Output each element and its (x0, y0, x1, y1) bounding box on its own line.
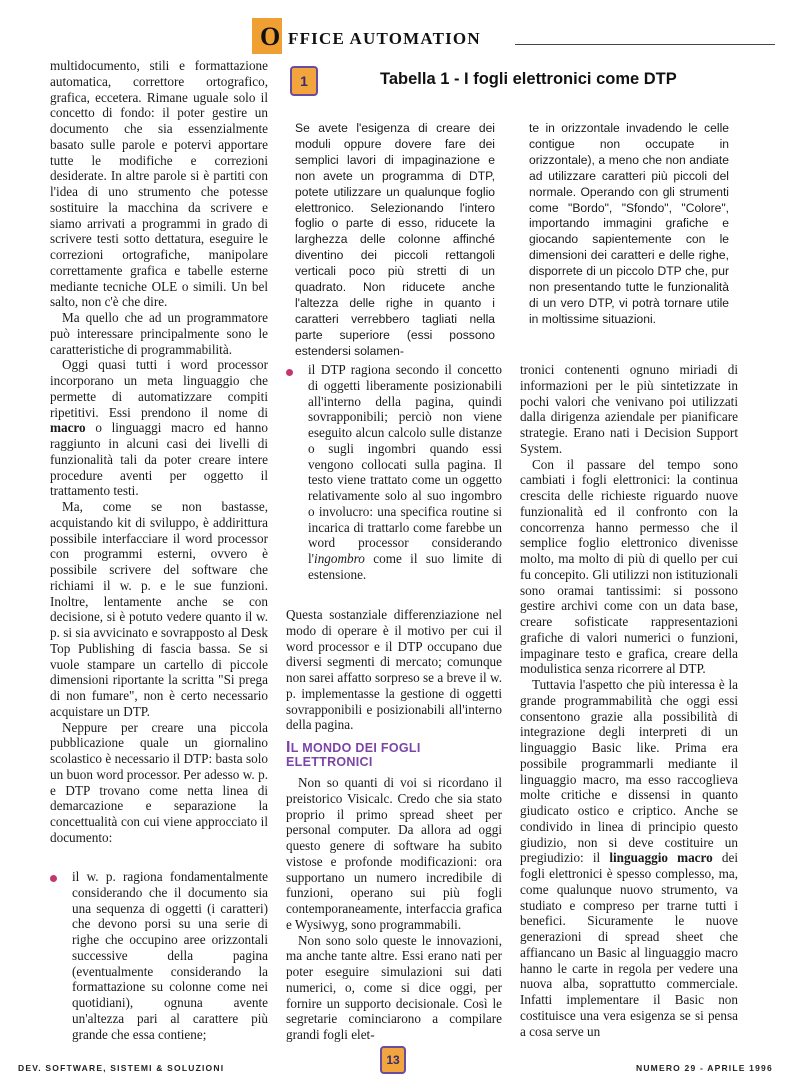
column-1-bullet (72, 869, 268, 1042)
header-rule (515, 44, 775, 45)
paragraph: multidocumento, stili e formattazione automatica, correttore ortografico, grafica, eccetera. Rimane uguale solo il concetto di fondo: il poter gestire un documento che sia essenzialmente basato sulle parole e potervi apportare tutte le modifiche e correzioni desiderate. In altre parole si è partiti con l'idea di uno strumento che potesse sostituire la macchina da scrivere e siamo arrivati a programmi in grado di scrivere testi sotto dettatura, eseguire le correzioni ortografiche, manipolare correttamente grafica e tabelle esterne mediante tecniche OLE o simili. Un bel salto, non c'è che dire. (50, 58, 268, 310)
paragraph: tronici contenenti ognuno miriadi di informazioni per le più sintetizzate in pochi valori che venivano poi utilizzati dalla dirigenza aziendale per pianificare strategie. Erano nati i Decision Support System. (520, 362, 738, 456)
bullet-marker (50, 875, 57, 882)
bullet-text: il DTP ragiona secondo il concetto di oggetti liberamente posizionabili all'interno della pagina, quindi sovrapponibili; perciò non viene eseguito alcun calcolo sulle distanze o sugli ingombri quando essi vengono collocati sulla pagina. Il testo viene trattato come un oggetto relativamente solo al suo ingombro o involucro: una specifica routine si incarica di trattarlo come farebbe un word processor considerando l'ingombro come il suo limite di estensione. (308, 362, 502, 582)
section-title: FFICE AUTOMATION (288, 29, 481, 48)
paragraph: Ma, come se non bastasse, acquistando kit di sviluppo, è addirittura possibile interfacciare il word processor con programmi esterni, ovvero è possibile scrivere del software che richiami il w. p. e le sue funzioni. Inoltre, lentamente anche se con decisione, si è potuto vedere quanto il w. p. si sia avvicinato e sovrapposto al Desk Top Publishing di fascia bassa. Se si vuole stampare un cartello di piccole dimensioni riportante la scritta "Si prega di non fumare", non è certo necessario acquistare un DTP. (50, 499, 268, 719)
page-header (0, 0, 800, 60)
table-number-badge: 1 (290, 66, 318, 96)
paragraph: Ma quello che ad un programmatore può interessare principalmente sono le caratteristiche di programmabilità. (50, 310, 268, 357)
paragraph: Con il passare del tempo sono cambiati i fogli elettronici: la continua crescita delle richieste riguardo nuove funzionalità ed il confronto con la concorrenza hanno permesso che il semplice foglio elettronico divenisse molto, ma molto di più di quello per cui fu concepito. Gli utilizzi non istituzionali sono oramai tantissimi: si possono gestire archivi come con un data base, creare sofisticate rappresentazioni grafiche di valori numerici o funzioni, impaginare testo e grafica, creare della modulistica senza ricorrere al DTP. (520, 456, 738, 677)
table-title: Tabella 1 - I fogli elettronici come DTP (380, 70, 677, 88)
paragraph: Non sono solo queste le innovazioni, ma anche tante altre. Essi erano nati per poter eseguire simulazioni sui dati numerici, o, come si dice oggi, per fornire un supporto decisionale. Così le segretarie cominciarono a compilare grandi fogli elet- (286, 932, 502, 1042)
column-3 (520, 362, 738, 1039)
subheading: IL MONDO DEI FOGLI ELETTRONICI (286, 739, 421, 769)
paragraph: Oggi quasi tutti i word processor incorporano un meta linguaggio che permette di automatizzare compiti ripetitivi. Essi prendono il nome di macro o linguaggi macro ed hanno raggiunto in alcuni casi dei livelli di funzionalità tali da poter creare intere procedure aventi per oggetto il trattamento testi. (50, 357, 268, 499)
column-2-lower (286, 775, 502, 1043)
column-2-bullet (308, 362, 502, 583)
paragraph: Neppure per creare una piccola pubblicazione quale un giornalino scolastico è necessario il DTP: basta solo un buon word processor. Per adesso w. p. e DTP trovano come netta linea di demarcazione e separazione la concettualità con cui viene approcciato il documento: (50, 719, 268, 845)
bullet-text: il w. p. ragiona fondamentalmente considerando che il documento sia una sequenza di oggetti (i caratteri) che devono porsi su una serie di righe che occupino aree orizzontali successive della pagina (eventualmente considerando la formattazione su colonne come nei quotidiani), ognuna avente un'altezza pari al carattere più grande che essa contiene; (72, 869, 268, 1042)
header-initial: O (260, 22, 281, 51)
italic-term: ingombro (314, 551, 365, 566)
page-number: 13 (380, 1046, 406, 1074)
column-2 (286, 607, 502, 733)
table-text-col-1: Se avete l'esigenza di creare dei moduli oppure dovere fare dei semplici lavori di impaginazione e non avete un programma di DTP, potete utilizzare un qualunque foglio elettronico. Selezionando l'intero foglio o parte di esso, riducete la larghezza delle colonne affinché diventino dei piccoli rettangoli verticali poco più stretti di un quadrato. Non riducete anche l'altezza delle righe in quanto i caratteri verrebbero tagliati nella parte superiore (essi possono estendersi solamen- (295, 121, 495, 358)
paragraph: Questa sostanziale differenziazione nel modo di operare è il motivo per cui il word processor e il DTP occupano due diversi segmenti di mercato; comunque non sarei affatto sorpreso se a breve il w. p. implementasse la gestione di oggetti sovrapponibili e posizionabili all'interno della pagina. (286, 607, 502, 733)
bold-term: linguaggio macro (609, 850, 713, 866)
footer-publication: DEV. SOFTWARE, SISTEMI & SOLUZIONI (18, 1063, 225, 1073)
bullet-marker (286, 369, 293, 376)
table-text-col-2: te in orizzontale invadendo le celle contigue non occupate in orizzontale), a meno che non andiate ad utilizzare caratteri più piccoli del normale. Operando con gli strumenti come "Bordo", "Sfondo", "Colore", importando immagini grafiche e giocando sapientemente con le dimensioni dei caratteri e delle righe, disporrete di un piccolo DTP che, pur non presentando tutte le funzionalità di un vero DTP, vi potrà tornare utile in moltissime situazioni. (529, 121, 729, 326)
paragraph: Tuttavia l'aspetto che più interessa è la grande programmabilità che oggi essi consentono grazie alla possibilità di integrazione degli interpreti di un linguaggio Basic like. Prima era possibile programmarli mediante il linguaggio macro, ma esso raccoglieva molte critiche e dissensi in quanto giudicato ostico e criptico. Anche se condivido in linea di principio questo giudizio, non si deve costituire un pregiudizio: il linguaggio macro dei fogli elettronici è spesso complesso, ma, come qualunque nuovo strumento, va studiato e compreso per trarne tutti i benefici. Sicuramente le nuove generazioni di spread sheet che affiancano un Basic al linguaggio macro hanno le carte in regola per vedere una nuova alba, soprattutto commerciale. Infatti implementare il Basic non costituisce una vera esigenza se si pensa a cosa serve un (520, 677, 738, 1039)
paragraph: Non so quanti di voi si ricordano il preistorico Visicalc. Credo che sia stato proprio il primo spread sheet per personal computer. Da allora ad oggi questo genere di software ha subito vistose e profonde modificazioni: ora supportano un numero incredibile di funzioni, operano sui più fogli contemporaneamente, interfaccia grafica e Wysiwyg, sono programmabili. (286, 775, 502, 932)
footer-issue: NUMERO 29 - APRILE 1996 (636, 1063, 773, 1073)
column-1 (50, 58, 268, 846)
bold-term: macro (50, 420, 86, 436)
